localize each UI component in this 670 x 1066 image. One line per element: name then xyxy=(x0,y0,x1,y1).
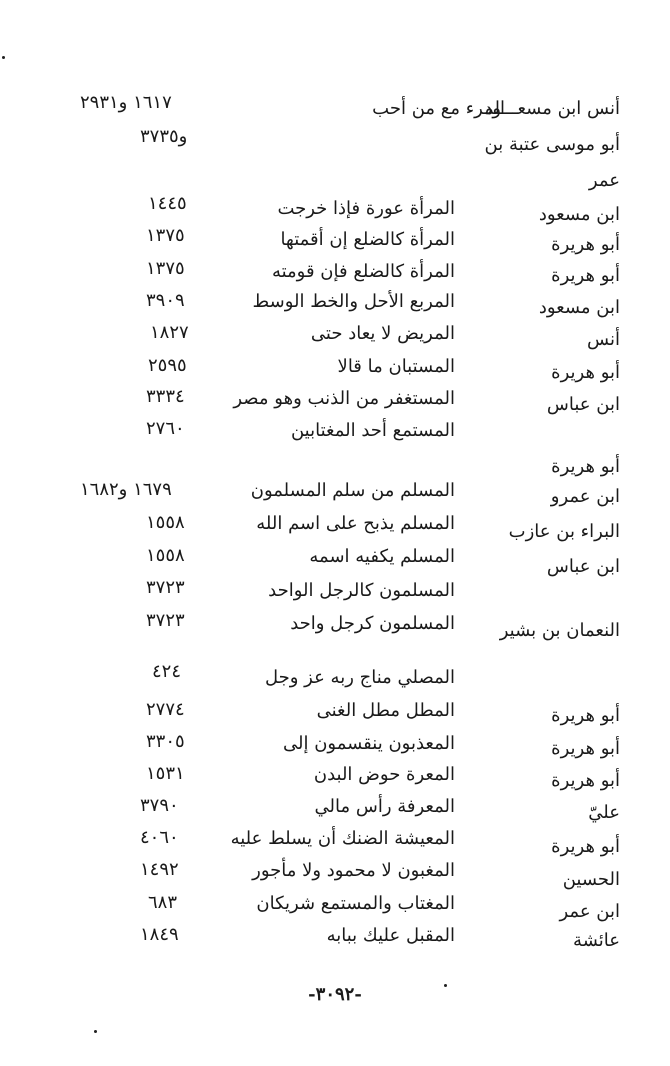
hadith-incipit: المرأة كالضلع إن أقمتها xyxy=(280,229,455,250)
narrator: الحسين xyxy=(562,869,620,890)
narrator: ابن عمر xyxy=(559,901,620,922)
reference-numbers: و٣٧٣٥ xyxy=(140,126,188,147)
hadith-incipit: المرء مع من أحب xyxy=(372,98,505,119)
narrator: عمر xyxy=(588,170,620,191)
hadith-incipit: المقبل عليك ببابه xyxy=(326,925,455,946)
reference-numbers: ١٤٩٢ xyxy=(140,859,179,880)
hadith-incipit: المسلمون كرجل واحد xyxy=(290,613,455,634)
narrator: أبو هريرة xyxy=(551,265,620,286)
hadith-incipit: المعيشة الضنك أن يسلط عليه xyxy=(230,828,455,849)
reference-numbers: ١٥٣١ xyxy=(146,763,185,784)
reference-numbers: ٤٢٤ xyxy=(152,661,182,682)
narrator: أبو هريرة xyxy=(551,456,620,477)
narrator: أبو هريرة xyxy=(551,770,620,791)
reference-numbers: ١٦١٧ و٢٩٣١ xyxy=(80,92,172,113)
reference-numbers: ١٥٥٨ xyxy=(146,512,185,533)
narrator: ابن مسعود xyxy=(538,204,620,225)
narrator: النعمان بن بشير xyxy=(499,620,620,641)
reference-numbers: ٣٣٠٥ xyxy=(146,731,185,752)
reference-numbers: ٢٧٧٤ xyxy=(146,699,185,720)
hadith-incipit: المطل مطل الغنى xyxy=(316,700,455,721)
reference-numbers: ١٣٧٥ xyxy=(146,225,185,246)
narrator: عائشة xyxy=(573,930,620,951)
reference-numbers: ٣٧٢٣ xyxy=(146,577,185,598)
hadith-incipit: المسلم يكفيه اسمه xyxy=(309,546,455,567)
narrator: أنس ابن مسعـــود xyxy=(484,98,620,119)
hadith-incipit: المستمع أحد المغتابين xyxy=(290,420,455,441)
narrator: ابن عباس xyxy=(546,394,620,415)
hadith-incipit: المريض لا يعاد حتى xyxy=(310,323,455,344)
hadith-incipit: المعرفة رأس مالي xyxy=(314,796,455,817)
reference-numbers: ١٤٤٥ xyxy=(148,193,187,214)
narrator: أبو موسى عتبة بن xyxy=(484,134,620,155)
hadith-incipit: المسلمون كالرجل الواحد xyxy=(268,580,455,601)
scan-speck xyxy=(444,984,447,987)
hadith-incipit: المربع الأحل والخط الوسط xyxy=(252,291,455,312)
page-number: -٣٠٩٢- xyxy=(308,984,362,1005)
reference-numbers: ١٥٥٨ xyxy=(146,545,185,566)
narrator: البراء بن عازب xyxy=(508,521,620,542)
narrator: أبو هريرة xyxy=(551,836,620,857)
reference-numbers: ١٨٤٩ xyxy=(140,924,179,945)
reference-numbers: ٦٨٣ xyxy=(148,892,178,913)
narrator: أبو هريرة xyxy=(551,362,620,383)
hadith-incipit: المعذبون ينقسمون إلى xyxy=(282,733,455,754)
hadith-incipit: المستبان ما قالا xyxy=(337,356,455,377)
hadith-incipit: المصلي مناج ربه عز وجل xyxy=(264,667,455,688)
narrator: أبو هريرة xyxy=(551,705,620,726)
reference-numbers: ٤٠٦٠ xyxy=(140,827,179,848)
narrator: أبو هريرة xyxy=(551,738,620,759)
narrator: ابن عمرو xyxy=(550,486,620,507)
scan-speck xyxy=(94,1030,97,1033)
reference-numbers: ٣٣٣٤ xyxy=(146,386,185,407)
reference-numbers: ١٨٢٧ xyxy=(150,322,189,343)
hadith-incipit: المغبون لا محمود ولا مأجور xyxy=(252,860,455,881)
reference-numbers: ٣٧٢٣ xyxy=(146,610,185,631)
narrator: عليّ xyxy=(588,802,620,823)
narrator: ابن عباس xyxy=(546,556,620,577)
reference-numbers: ٣٩٠٩ xyxy=(146,290,185,311)
scan-speck xyxy=(2,56,5,59)
hadith-incipit: المغتاب والمستمع شريكان xyxy=(256,893,455,914)
hadith-incipit: المستغفر من الذنب وهو مصر xyxy=(233,388,455,409)
narrator: أنس xyxy=(587,329,620,350)
hadith-incipit: المرأة عورة فإذا خرجت xyxy=(277,198,455,219)
reference-numbers: ١٣٧٥ xyxy=(146,258,185,279)
reference-numbers: ٣٧٩٠ xyxy=(140,795,179,816)
reference-numbers: ١٦٧٩ و١٦٨٢ xyxy=(80,479,172,500)
hadith-incipit: المرأة كالضلع فإن قومته xyxy=(271,261,455,282)
hadith-incipit: المسلم يذبح على اسم الله xyxy=(256,513,455,534)
narrator: أبو هريرة xyxy=(551,234,620,255)
reference-numbers: ٢٥٩٥ xyxy=(148,355,187,376)
narrator: ابن مسعود xyxy=(538,297,620,318)
hadith-incipit: المسلم من سلم المسلمون xyxy=(250,480,455,501)
hadith-incipit: المعرة حوض البدن xyxy=(313,764,455,785)
reference-numbers: ٢٧٦٠ xyxy=(146,418,185,439)
